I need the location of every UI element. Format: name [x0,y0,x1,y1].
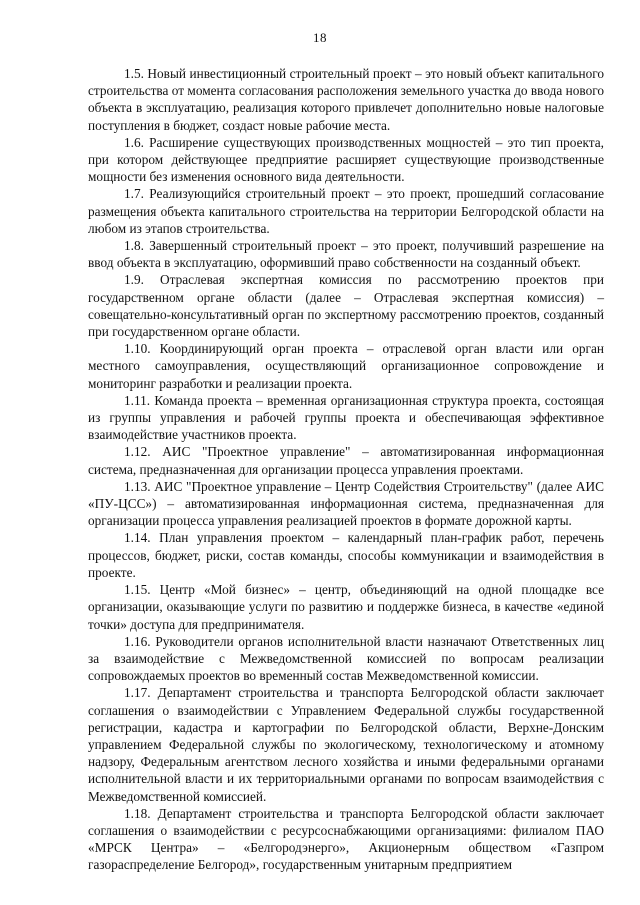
paragraph-1-10: 1.10. Координирующий орган проекта – отраслевой орган власти или орган местного самоуправления, осуществляющий организационное сопровождение и мониторинг разработки и реализации проекта. [88,341,604,391]
paragraph-1-11: 1.11. Команда проекта – временная организационная структура проекта, состоящая из группы управления и рабочей группы проекта и обеспечивающая эффективное взаимодействие участников проекта. [88,392,604,443]
paragraph-1-8: 1.8. Завершенный строительный проект – это проект, получивший разрешение на ввод объекта в эксплуатацию, оформивший право собственности на созданный объект. [88,238,604,271]
paragraph-1-12: 1.12. АИС "Проектное управление" – автоматизированная информационная система, предназначенная для организации процесса управления проектами. [88,444,604,477]
paragraph-1-9: 1.9. Отраслевая экспертная комиссия по рассмотрению проектов при государственном органе области (далее – Отраслевая экспертная комиссия) – совещательно-консультативный орган по экспертному рассмотрению проектов, созданный при государственном органе области. [88,272,604,340]
document-body [88,65,604,874]
paragraph-1-6: 1.6. Расширение существующих производственных мощностей – это тип проекта, при котором действующее предприятие расширяет существующие производственные мощности без изменения основного вида деятельности. [88,134,604,185]
paragraph-1-7: 1.7. Реализующийся строительный проект – это проект, прошедший согласование размещения объекта капитального строительства на территории Белгородской области на любом из этапов строительства. [88,186,604,236]
page-number: 18 [313,30,327,45]
paragraph-1-18: 1.18. Департамент строительства и транспорта Белгородской области заключает соглашения о взаимодействии с ресурсоснабжающими организациями: филиалом ПАО «МРСК Центра» – «Белгородэнерго», Акционерным обществом «Газпром газораспределение Белгород», государственным унитарным предприятием [88,805,604,873]
paragraph-1-5: 1.5. Новый инвестиционный строительный проект – это новый объект капитального строительства от момента согласования расположения земельного участка до ввода нового объекта в эксплуатацию, реализация которого привлечет дополнительно новые налоговые поступления в бюджет, создаст новые рабочие места. [88,66,604,133]
paragraph-1-13: 1.13. АИС "Проектное управление – Центр Содействия Строительству" (далее АИС «ПУ-ЦСС») – автоматизированная информационная система, предназначенная для организации процесса управления реализацией проектов в формате дорожной карты. [88,478,604,529]
paragraph-1-16: 1.16. Руководители органов исполнительной власти назначают Ответственных лиц за взаимодействие с Межведомственной комиссией по вопросам реализации сопровождаемых проектов во временный состав Межведомственной комиссии. [88,633,604,684]
paragraph-1-17: 1.17. Департамент строительства и транспорта Белгородской области заключает соглашения о взаимодействии с Управлением Федеральной службы государственной регистрации, кадастра и картографии по Белгородской области, Верхне-Донским управлением Федеральной службы по экологическому, технологическому и атомному надзору, Федеральным агентством лесного хозяйства и иными федеральными органами исполнительной власти и их территориальными органами по вопросам взаимодействия с Межведомственной комиссией. [88,685,604,804]
paragraph-1-15: 1.15. Центр «Мой бизнес» – центр, объединяющий на одной площадке все организации, оказывающие услуги по развитию и поддержке бизнеса, в качестве «единой точки» доступа для предпринимателя. [88,582,604,632]
paragraph-1-14: 1.14. План управления проектом – календарный план-график работ, перечень процессов, бюджет, риски, состав команды, способы коммуникации и взаимодействия в проекте. [88,530,604,580]
